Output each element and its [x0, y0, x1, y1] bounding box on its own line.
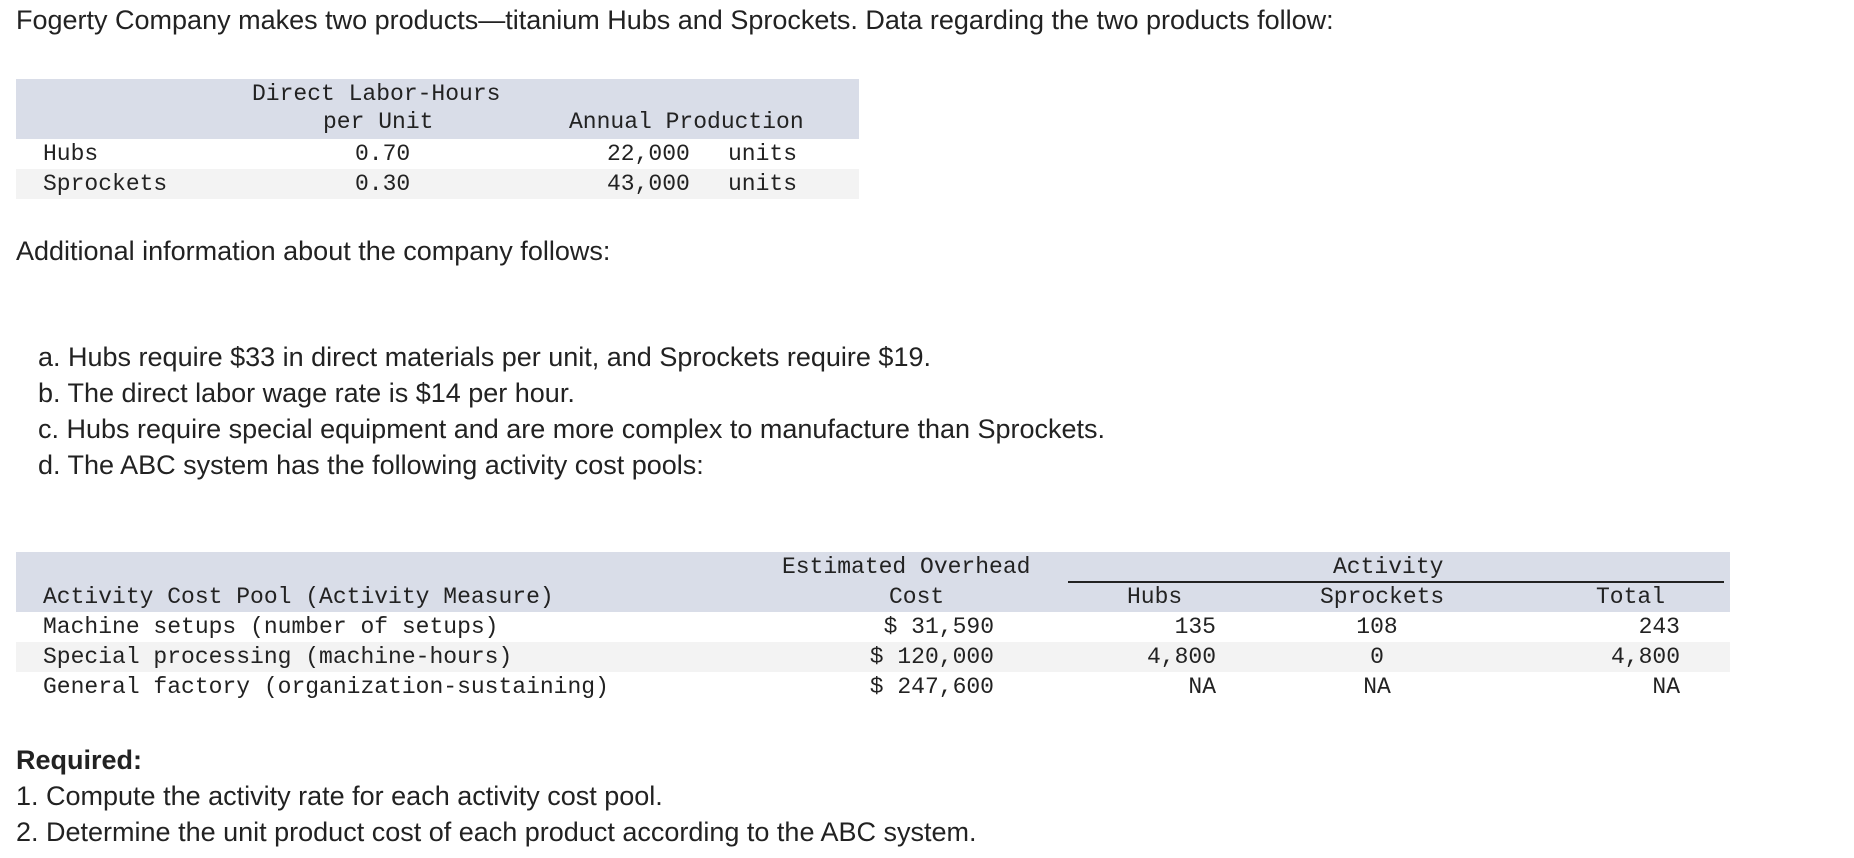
header-sprockets: Sprockets: [1320, 584, 1445, 610]
header-annual-production: Annual Production: [569, 109, 804, 135]
pool-cost: $ 120,000: [869, 644, 994, 670]
production-unit: units: [728, 171, 798, 197]
header-hubs: Hubs: [1127, 584, 1183, 610]
intro-text: Fogerty Company makes two products—titanium Hubs and Sprockets. Data regarding the two products follow:: [16, 5, 1334, 35]
header-activity: Activity: [1333, 554, 1444, 580]
pool-total: 4,800: [1610, 644, 1680, 670]
pool-name: General factory (organization-sustaining): [43, 674, 609, 700]
product-name: Sprockets: [43, 171, 168, 197]
pool-hubs: 135: [1174, 614, 1216, 640]
table-row: [16, 612, 1730, 642]
pool-sprockets: 108: [1356, 614, 1398, 640]
table-row: [16, 139, 859, 169]
activity-table: [16, 552, 1730, 702]
dlh-value: 0.70: [355, 141, 411, 167]
pool-sprockets: NA: [1363, 674, 1391, 700]
pool-total: NA: [1652, 674, 1680, 700]
pool-sprockets: 0: [1370, 644, 1384, 670]
table-row: [16, 642, 1730, 672]
production-unit: units: [728, 141, 798, 167]
pool-total: 243: [1638, 614, 1680, 640]
header-total: Total: [1596, 584, 1666, 610]
header-overhead-line2: Cost: [889, 584, 945, 610]
pool-hubs: NA: [1188, 674, 1216, 700]
required-heading: Required:: [16, 745, 143, 775]
header-overhead-line1: Estimated Overhead: [782, 554, 1031, 580]
header-dlh-line2: per Unit: [323, 109, 434, 135]
pool-cost: $ 247,600: [869, 674, 994, 700]
header-dlh-line1: Direct Labor-Hours: [252, 81, 501, 107]
info-list: [38, 339, 1105, 483]
header-activity-cost-pool: Activity Cost Pool (Activity Measure): [43, 584, 554, 610]
list-item: d. The ABC system has the following activity cost pools:: [38, 450, 704, 480]
pool-name: Machine setups (number of setups): [43, 614, 499, 640]
table-row: [16, 672, 1730, 702]
product-name: Hubs: [43, 141, 99, 167]
list-item: c. Hubs require special equipment and are more complex to manufacture than Sprockets.: [38, 414, 1106, 444]
pool-hubs: 4,800: [1146, 644, 1216, 670]
pool-cost: $ 31,590: [883, 614, 994, 640]
additional-info-text: Additional information about the company follows:: [16, 236, 611, 266]
required-item: 1. Compute the activity rate for each activity cost pool.: [16, 781, 663, 811]
activity-table-header: [16, 552, 1730, 612]
required-item: 2. Determine the unit product cost of each product according to the ABC system.: [16, 817, 977, 847]
list-item: a. Hubs require $33 in direct materials per unit, and Sprockets require $19.: [38, 342, 931, 372]
pool-name: Special processing (machine-hours): [43, 644, 513, 670]
list-item: b. The direct labor wage rate is $14 per hour.: [38, 378, 575, 408]
dlh-value: 0.30: [355, 171, 411, 197]
production-value: 43,000: [607, 171, 690, 197]
production-value: 22,000: [607, 141, 690, 167]
table-row: [16, 169, 859, 199]
production-table-header: [16, 79, 859, 139]
production-table: [16, 79, 859, 199]
